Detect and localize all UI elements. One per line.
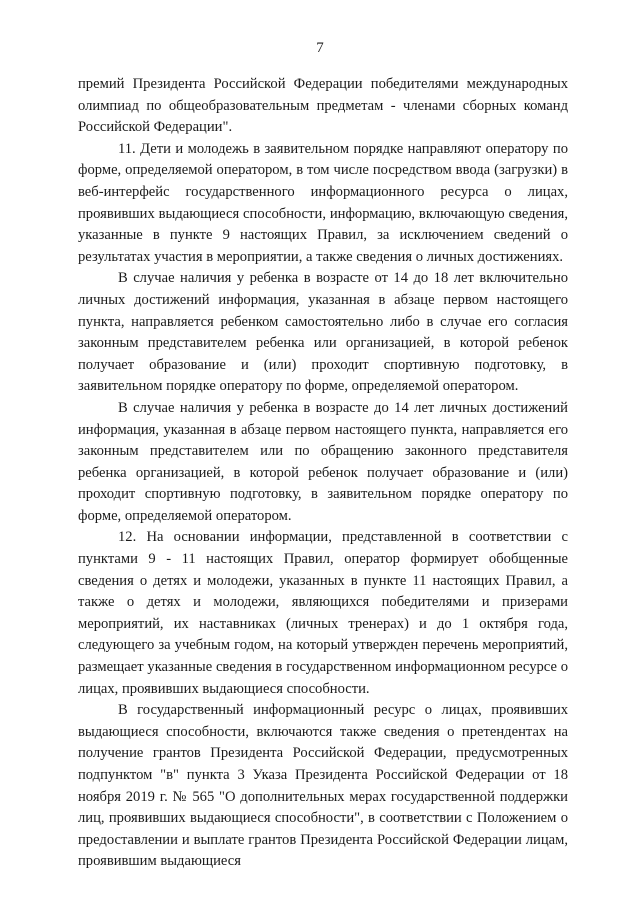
paragraph-item-11: 11. Дети и молодежь в заявительном порядке направляют оператору по форме, определяемой оператором, в том числе посредством ввода (загрузки) в веб-интерфейс государственного информационного ресурса о лицах, проявивших выдающиеся способности, информацию, включающую сведения, указанные в пункте 9 настоящих Правил, за исключением сведений о результатах участия в мероприятии, а также сведения о личных достижениях. <box>78 140 568 265</box>
paragraph-continuation: премий Президента Российской Федерации победителями международных олимпиад по общеобразовательным предметам - членами сборных команд Российской Федерации". <box>78 76 568 136</box>
page-number: 7 <box>316 40 324 56</box>
paragraph-age-14-18: В случае наличия у ребенка в возрасте от 14 до 18 лет включительно личных достижений информация, указанная в абзаце первом настоящего пункта, направляется ребенком самостоятельно либо в случае его согласия законным представителем ребенка или организацией, в которой ребенок получает образование и (или) проходит спортивную подготовку, в заявительном порядке оператору по форме, определяемой оператором. <box>78 270 568 395</box>
paragraph-age-under-14: В случае наличия у ребенка в возрасте до 14 лет личных достижений информация, указанная в абзаце первом настоящего пункта, направляется его законным представителем или по обращению законного представителя ребенка организацией, в которой ребенок получает образование и (или) проходит спортивную подготовку, в заявительном порядке оператору по форме, определяемой оператором. <box>78 399 568 524</box>
paragraph-item-12: 12. На основании информации, представленной в соответствии с пунктами 9 - 11 настоящих Правил, оператор формирует обобщенные сведения о детях и молодежи, указанных в пункте 11 настоящих Правил, а также о детях и молодежи, являющихся победителями и призерами мероприятий, их наставниках (личных тренерах) и до 1 октября года, следующего за учебным годом, на который утвержден перечень мероприятий, размещает указанные сведения в государственном информационном ресурсе о лицах, проявивших выдающиеся способности. <box>78 529 568 697</box>
paragraph-grants: В государственный информационный ресурс о лицах, проявивших выдающиеся способности, включаются также сведения о претендентах на получение грантов Президента Российской Федерации, предусмотренных подпунктом "в" пункта 3 Указа Президента Российской Федерации от 18 ноября 2019 г. № 565 "О дополнительных мерах государственной поддержки лиц, проявивших выдающиеся способности", в соответствии с Положением о предоставлении и выплате грантов Президента Российской Федерации лицам, проявившим выдающиеся <box>78 702 568 870</box>
document-body <box>78 74 568 873</box>
